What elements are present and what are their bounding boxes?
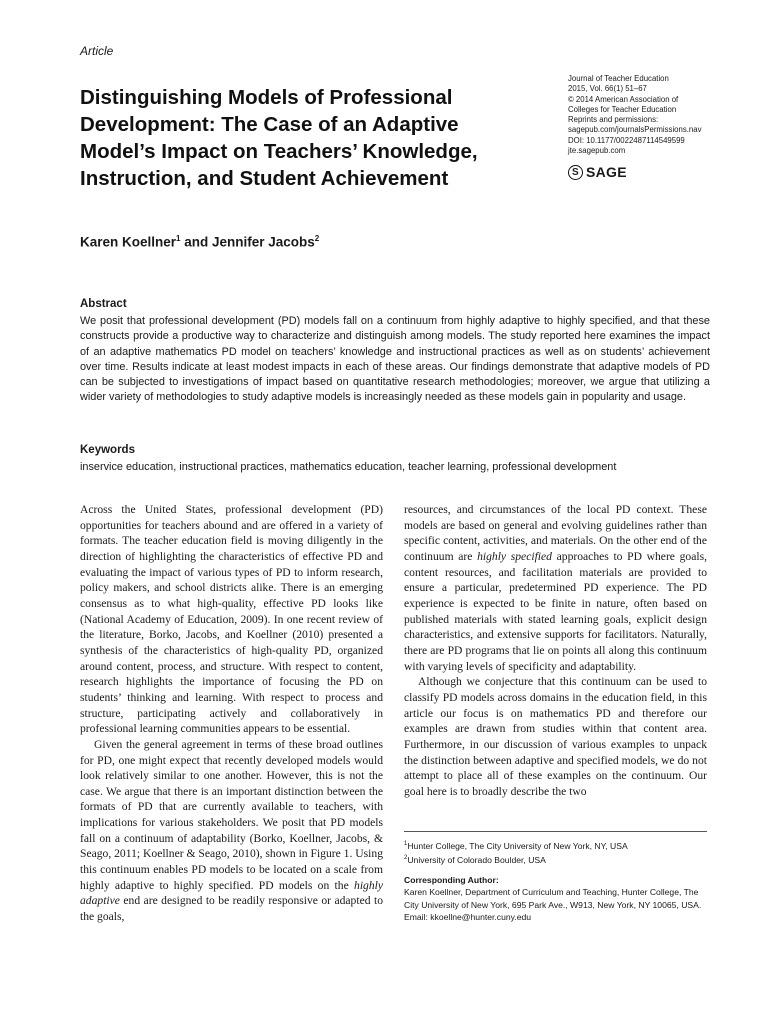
author-name: Karen Koellner bbox=[80, 234, 177, 250]
author-connector: and bbox=[180, 234, 212, 250]
footnotes-block bbox=[404, 838, 714, 923]
affiliation-marker: 2 bbox=[404, 855, 408, 862]
journal-info-block bbox=[568, 74, 738, 156]
corresponding-author-email[interactable]: Email: kkoellne@hunter.cuny.edu bbox=[404, 911, 532, 922]
affiliation-marker: 1 bbox=[176, 234, 181, 243]
journal-name: Journal of Teacher Education bbox=[568, 74, 669, 83]
paragraph-text: end are designed to be readily responsive or adapted to the goals, bbox=[80, 894, 383, 924]
author-line bbox=[80, 234, 319, 250]
paragraph-text: approaches to PD where goals, content resources, and facilitation materials are provided to ensure a particular, predetermined PD experience. The PD experience is expected to be finite in nature, often based on published materials with stated learning goals, explicit design characteristics, and extensive supports for facilitators. Naturally, there are PD programs that lie on points all along this continuum with varying levels of specificity and adaptability. bbox=[404, 549, 707, 673]
affiliation-marker: 2 bbox=[314, 234, 320, 243]
journal-volume: 2015, Vol. 66(1) 51–67 bbox=[568, 84, 647, 94]
corresponding-author-address: Karen Koellner, Department of Curriculum and Teaching, Hunter College, The City University of New York, 695 Park Ave., W913, New York, NY 10065, USA. bbox=[404, 887, 702, 910]
doi-link[interactable]: DOI: 10.1177/0022487114549599 bbox=[568, 135, 685, 145]
paragraph-text: Given the general agreement in terms of these broad outlines for PD, one might expect that recently developed models would look relatively similar to one another. However, this is not the case. We argue that there is an important distinction between the formats of PD that are currently available to teachers, with implications for various stakeholders. We posit that PD models fall on a continuum of adaptability (Borko, Koellner, Jacobs, & Seago, 2011; Koellner & Seago, 2010), shown in Figure 1. Using this continuum enables PD models to be located on a scale from highly adaptive to highly specified. PD models on the bbox=[80, 737, 383, 892]
body-column-right bbox=[404, 502, 707, 799]
sage-wordmark: SAGE bbox=[586, 164, 627, 180]
affiliation-marker: 1 bbox=[404, 841, 408, 847]
affiliation-text: Hunter College, The City University of New York, NY, USA bbox=[407, 840, 628, 851]
copyright-line: © 2014 American Association of bbox=[568, 94, 679, 104]
abstract-heading: Abstract bbox=[80, 298, 127, 310]
affiliation-2 bbox=[404, 852, 714, 866]
article-type-label: Article bbox=[80, 44, 114, 58]
body-paragraph: Across the United States, professional development (PD) opportunities for teachers abound and are offered in a variety of formats. The teacher education field is moving diligently in the direction of highlighting the characteristics of effective PD and evaluating the impact of various types of PD to inform research, policy makers, and school districts alike. There is an emerging consensus as to what high-quality, effective PD looks like (National Academy of Education, 2009). In one recent review of the literature, Borko, Jacobs, and Koellner (2010) presented a synthesis of the characteristics of high-quality PD, organized around content, process, and structure. With respect to content, research highlights the importance of focusing the PD on students’ thinking and learning. With respect to process and structure, participating actively and collaboratively in professional learning communities appears to be essential. bbox=[80, 503, 383, 736]
body-paragraph: Although we conjecture that this continuum can be used to classify PD models across domains in the education field, in this article our focus is on mathematics PD and therefore our examples are drawn from studies within that content area. Furthermore, in our discussion of various examples to unpack the distinction between adaptive and specified models, we do not attempt to place all of these examples on the continuum. Our goal here is to broadly describe the two bbox=[404, 675, 707, 798]
copyright-line-2: Colleges for Teacher Education bbox=[568, 104, 677, 114]
article-title: Distinguishing Models of Professional Development: The Case of an Adaptive Model’s Impact on Teachers’ Knowledge, Instruction, and Student Achievement bbox=[80, 86, 478, 190]
paragraph-text: resources, and circumstances of the local PD context. These models are based on general and evolving guidelines rather than specific content, activities, and materials. On the other end of the continuum are bbox=[404, 503, 707, 563]
emphasis-text: highly specified bbox=[477, 549, 552, 563]
permissions-link[interactable]: sagepub.com/journalsPermissions.nav bbox=[568, 125, 702, 135]
keywords-text: inservice education, instructional practices, mathematics education, teacher learning, professional development bbox=[80, 461, 617, 473]
abstract-text: We posit that professional development (PD) models fall on a continuum from highly adaptive to highly specified, and that these constructs provide a productive way to characterize and distinguish among models. The study reported here examines the impact of an adaptive mathematics PD model on teachers’ knowledge and instructional practices as well as on students’ achievement over time. Results indicate at least modest impacts in each of these areas. Our findings demonstrate that adaptive models of PD can be subjected to investigations of impact based on quantitative research methodologies; moreover, we argue that utilizing a wider variety of methodologies to study adaptive models is increasingly needed as these models gain in popularity and usage. bbox=[80, 315, 710, 404]
emphasis-text: highly adaptive bbox=[80, 878, 383, 908]
body-column-left bbox=[80, 502, 383, 925]
corresponding-author-heading: Corresponding Author: bbox=[404, 875, 499, 886]
author-name: Jennifer Jacobs bbox=[212, 234, 315, 250]
keywords-heading: Keywords bbox=[80, 444, 135, 456]
journal-site-link[interactable]: jte.sagepub.com bbox=[568, 146, 626, 156]
footnote-divider bbox=[404, 831, 707, 832]
reprints-label: Reprints and permissions: bbox=[568, 115, 659, 125]
affiliation-text: University of Colorado Boulder, USA bbox=[407, 854, 546, 865]
sage-s-icon: S bbox=[568, 165, 583, 180]
body-paragraph bbox=[80, 737, 383, 925]
affiliation-1 bbox=[404, 838, 714, 852]
sage-logo bbox=[568, 164, 627, 180]
body-paragraph bbox=[404, 502, 707, 674]
